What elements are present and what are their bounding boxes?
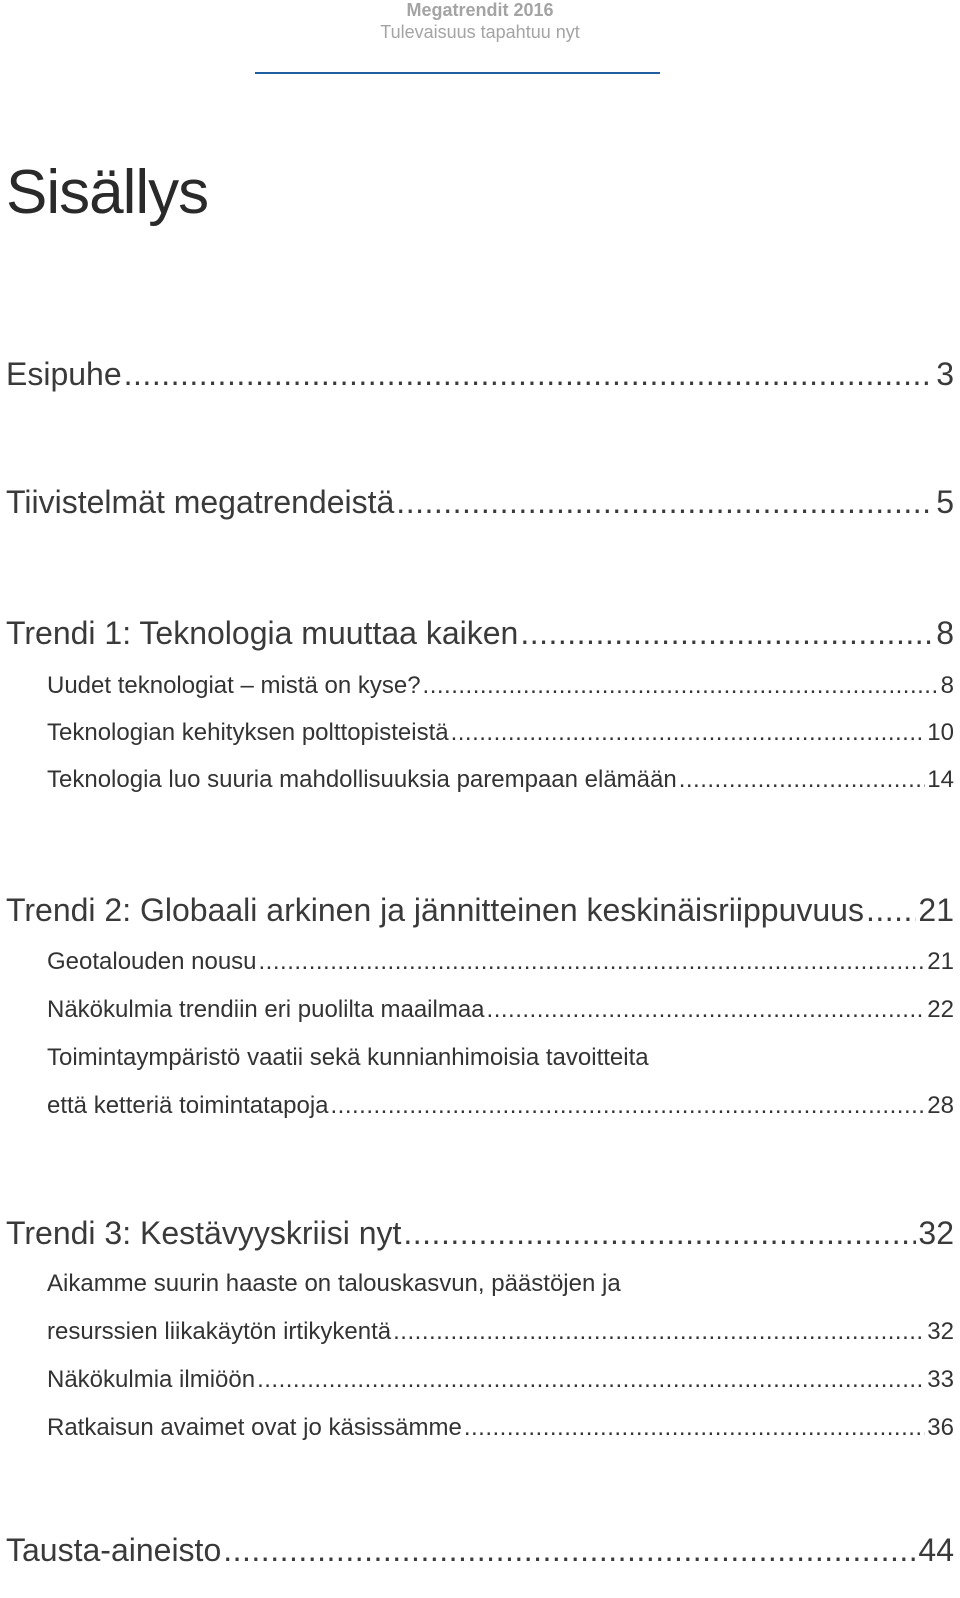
dot-leader <box>257 1366 925 1394</box>
toc-entry-page: 21 <box>918 892 954 928</box>
dot-leader <box>403 1215 916 1252</box>
toc-entry-label: Trendi 2: Globaali arkinen ja jännitteinen keskinäisriippuvuus <box>6 892 864 928</box>
toc-subentry-label: Aikamme suurin haaste on talouskasvun, päästöjen ja <box>47 1270 621 1297</box>
dot-leader <box>331 1092 926 1120</box>
toc-subentry-page: 32 <box>927 1318 954 1345</box>
toc-subentry[interactable] <box>47 948 954 976</box>
toc-subentry[interactable] <box>47 1044 954 1072</box>
toc-subentry-label: Teknologia luo suuria mahdollisuuksia parempaan elämään <box>47 766 677 793</box>
toc-entry-trendi3[interactable] <box>6 1215 954 1252</box>
dot-leader <box>520 615 934 652</box>
toc-subentry[interactable] <box>47 719 954 747</box>
toc-subentry-page: 33 <box>927 1366 954 1393</box>
toc-subentry-label: Uudet teknologiat – mistä on kyse? <box>47 672 421 699</box>
toc-subentry-page: 8 <box>940 672 954 699</box>
toc-entry-tiivistelmat[interactable] <box>6 484 954 521</box>
dot-leader <box>393 1318 925 1346</box>
toc-entry-label: Trendi 3: Kestävyyskriisi nyt <box>6 1215 402 1251</box>
publication-subtitle: Tulevaisuus tapahtuu nyt <box>380 21 580 42</box>
dot-leader <box>423 672 939 700</box>
toc-entry-page: 3 <box>936 356 954 392</box>
toc-subentry[interactable] <box>47 1092 954 1120</box>
toc-subentry-page: 36 <box>927 1414 954 1441</box>
toc-entry-page: 44 <box>918 1532 954 1568</box>
toc-subentry[interactable] <box>47 1414 954 1442</box>
toc-entry-esipuhe[interactable] <box>6 356 954 393</box>
toc-subentry-label: Toimintaympäristö vaatii sekä kunnianhimoisia tavoitteita <box>47 1044 649 1071</box>
toc-entry-label: Esipuhe <box>6 356 122 392</box>
toc-subentry-page: 10 <box>927 719 954 746</box>
toc-subentry[interactable] <box>47 766 954 794</box>
toc-subentry[interactable] <box>47 996 954 1024</box>
toc-subentry[interactable] <box>47 672 954 700</box>
dot-leader <box>124 356 935 393</box>
toc-subentry-label: Ratkaisun avaimet ovat jo käsissämme <box>47 1414 462 1441</box>
toc-entry-label: Trendi 1: Teknologia muuttaa kaiken <box>6 615 519 651</box>
header-divider <box>255 72 660 74</box>
dot-leader <box>259 948 926 976</box>
toc-subentry-label: resurssien liikakäytön irtikykentä <box>47 1318 392 1345</box>
toc-subentry-page: 22 <box>927 996 954 1023</box>
dot-leader <box>451 719 926 747</box>
toc-entry-page: 32 <box>918 1215 954 1251</box>
toc-subentry-page: 21 <box>927 948 954 975</box>
toc-subentry-page: 28 <box>927 1092 954 1119</box>
toc-entry-trendi1[interactable] <box>6 615 954 652</box>
publication-title: Megatrendit 2016 <box>406 0 554 20</box>
toc-subentry-page: 14 <box>927 766 954 793</box>
toc-subentry-label: Teknologian kehityksen polttopisteistä <box>47 719 449 746</box>
toc-entry-tausta[interactable] <box>6 1532 954 1569</box>
toc-subentry-label: Näkökulmia ilmiöön <box>47 1366 256 1393</box>
dot-leader <box>679 766 926 794</box>
dot-leader <box>396 484 934 521</box>
dot-leader <box>487 996 926 1024</box>
toc-subentry[interactable] <box>47 1270 954 1298</box>
toc-subentry-label: Näkökulmia trendiin eri puolilta maailmaa <box>47 996 485 1023</box>
toc-entry-trendi2[interactable] <box>6 892 954 929</box>
toc-entry-label: Tausta-aineisto <box>6 1532 222 1568</box>
toc-subentry-label: Geotalouden nousu <box>47 948 257 975</box>
toc-subentry[interactable] <box>47 1366 954 1394</box>
toc-entry-page: 5 <box>936 484 954 520</box>
toc-subentry[interactable] <box>47 1318 954 1346</box>
dot-leader <box>464 1414 925 1442</box>
toc-subentry-label: että ketteriä toimintatapoja <box>47 1092 329 1119</box>
dot-leader <box>223 1532 916 1569</box>
page-title: Sisällys <box>6 158 209 227</box>
running-header <box>0 0 960 43</box>
toc-entry-label: Tiivistelmät megatrendeistä <box>6 484 395 520</box>
dot-leader <box>866 892 916 929</box>
toc-entry-page: 8 <box>936 615 954 651</box>
